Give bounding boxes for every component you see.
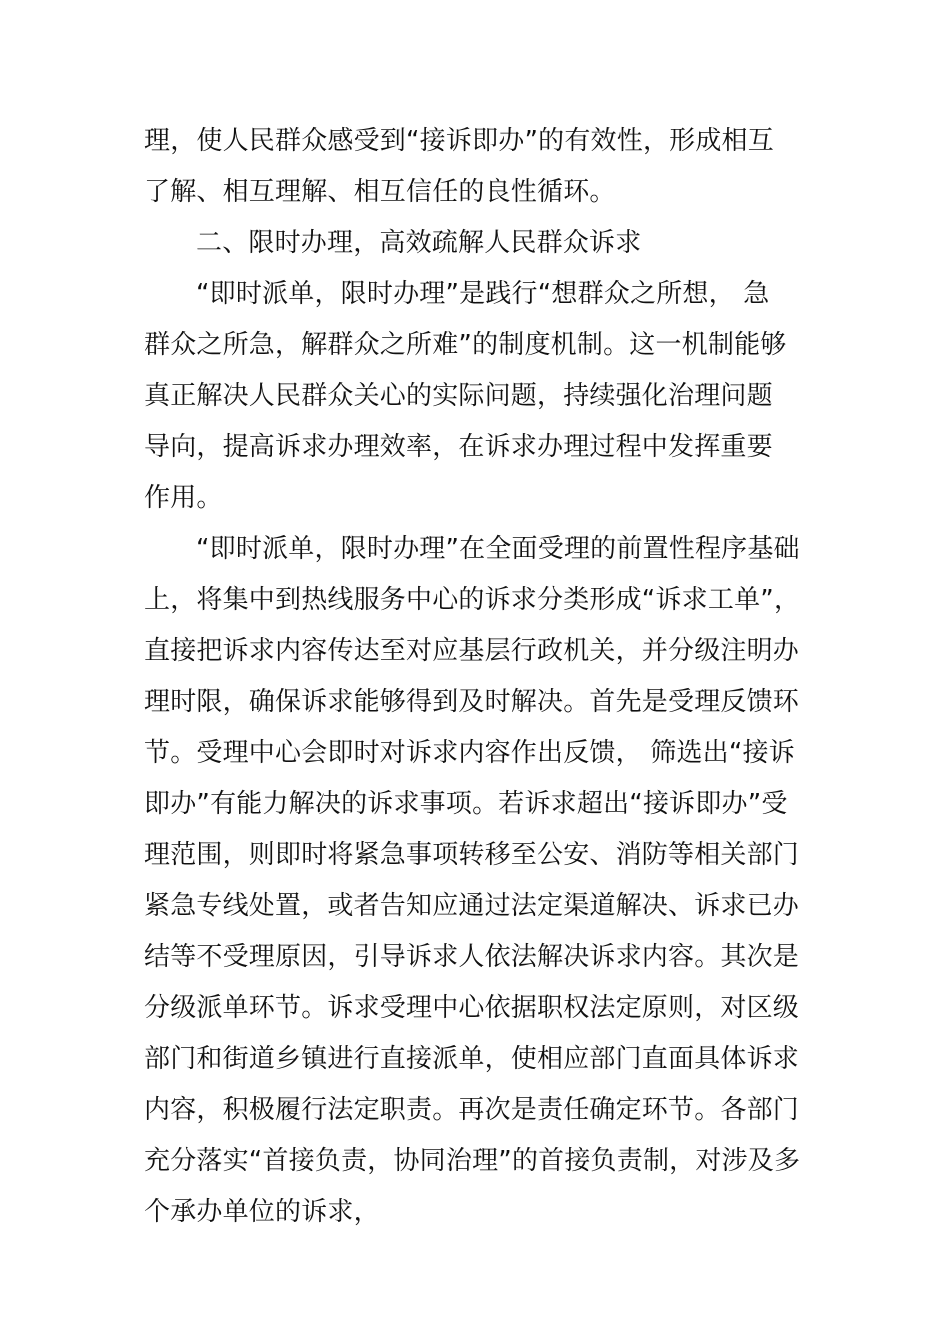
text-line: 理范围，则即时将紧急事项转移至公安、消防等相关部门	[144, 840, 800, 870]
text-line: 导向，提高诉求办理效率，在诉求办理过程中发挥重要	[144, 432, 773, 462]
text-line: 个承办单位的诉求，	[144, 1197, 380, 1227]
text-line: 部门和街道乡镇进行直接派单，使相应部门直面具体诉求	[144, 1044, 800, 1074]
text-line: 群众之所急，解群众之所难”的制度机制。这一机制能够	[144, 330, 787, 360]
text-line: 了解、相互理解、相互信任的良性循环。	[144, 177, 616, 207]
text-line: 作用。	[144, 483, 223, 513]
text-line: 分级派单环节。诉求受理中心依据职权法定原则，对区级	[144, 993, 800, 1023]
text-line: 充分落实“首接负责，协同治理”的首接负责制，对涉及多	[144, 1146, 801, 1176]
text-line: 结等不受理原因，引导诉求人依法解决诉求内容。其次是	[144, 942, 800, 972]
text-line: 节。受理中心会即时对诉求内容作出反馈， 筛选出“接诉	[144, 738, 795, 768]
document-body	[144, 116, 824, 1238]
text-line: 内容，积极履行法定职责。再次是责任确定环节。各部门	[144, 1095, 800, 1125]
text-line: “即时派单，限时办理”在全面受理的前置性程序基础	[196, 534, 800, 564]
paragraph	[144, 524, 824, 1238]
text-line: 真正解决人民群众关心的实际问题，持续强化治理问题	[144, 381, 773, 411]
paragraph	[144, 269, 824, 524]
section-heading	[144, 218, 824, 269]
text-line: 上，将集中到热线服务中心的诉求分类形成“诉求工单”，	[144, 585, 801, 615]
text-line: 理时限，确保诉求能够得到及时解决。首先是受理反馈环	[144, 687, 800, 717]
text-line: 紧急专线处置，或者告知应通过法定渠道解决、诉求已办	[144, 891, 800, 921]
text-line: 直接把诉求内容传达至对应基层行政机关，并分级注明办	[144, 636, 800, 666]
heading-text: 二、限时办理，高效疏解人民群众诉求	[196, 228, 642, 258]
text-line: 理，使人民群众感受到“接诉即办”的有效性，形成相互	[144, 126, 774, 156]
text-line: 即办”有能力解决的诉求事项。若诉求超出“接诉即办”受	[144, 789, 788, 819]
paragraph-continuation	[144, 116, 824, 218]
text-line: “即时派单，限时办理”是践行“想群众之所想， 急	[196, 279, 770, 309]
